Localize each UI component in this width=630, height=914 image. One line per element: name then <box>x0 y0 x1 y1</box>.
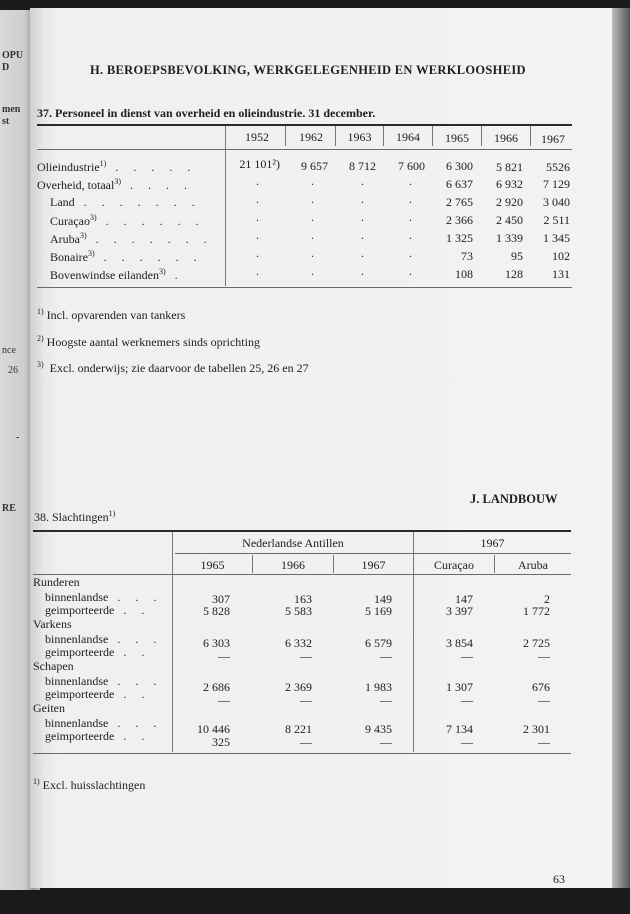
table-cell: 2 366 <box>446 213 473 227</box>
row-label: Bovenwindse eilanden$^{3)}$ . <box>50 267 184 282</box>
table-37-bottom-rule <box>37 287 572 288</box>
empty-cell-dot: . <box>256 228 259 242</box>
empty-cell-dot: . <box>256 174 259 188</box>
table-cell: 128 <box>505 267 523 281</box>
column-header: 1965 <box>200 558 225 572</box>
row-label: geimporteerde . . <box>45 729 151 743</box>
table-cell: 149 <box>374 592 392 606</box>
column-header: 1963 <box>347 130 372 144</box>
page-edge-shadow <box>612 8 630 888</box>
table-cell: 2 765 <box>446 195 473 209</box>
table-cell: 676 <box>532 680 550 694</box>
table-cell: 147 <box>455 592 473 606</box>
section-heading-h: H. BEROEPSBEVOLKING, WERKGELEGENHEID EN WERKLOOSHEID <box>90 63 526 77</box>
table-cell: — <box>300 735 312 749</box>
table-cell: 6 332 <box>285 636 312 650</box>
table-38-top-rule <box>33 530 571 532</box>
table-cell: 1 345 <box>543 231 570 245</box>
table-cell: 5 169 <box>365 604 392 618</box>
margin-fragment: men <box>2 104 21 115</box>
table-cell: 73 <box>461 249 473 263</box>
group-label: Schapen <box>33 659 74 673</box>
table-cell: 6 303 <box>203 636 230 650</box>
empty-cell-dot: . <box>311 192 314 206</box>
table-cell: 6 579 <box>365 636 392 650</box>
column-header: 1967 <box>541 132 565 146</box>
row-label: geimporteerde . . <box>45 603 151 617</box>
empty-cell-dot: . <box>256 210 259 224</box>
column-header: 1952 <box>245 130 269 144</box>
table-38-header-rule <box>33 574 571 575</box>
table-cell: — <box>380 649 392 663</box>
empty-cell-dot: . <box>361 264 364 278</box>
empty-cell-dot: . <box>311 264 314 278</box>
row-label: geimporteerde . . <box>45 645 151 659</box>
margin-fragment: RE <box>2 503 16 514</box>
table-cell: — <box>538 693 550 707</box>
table-cell: 325 <box>212 735 230 749</box>
table-cell: 102 <box>552 249 570 263</box>
column-header: 1962 <box>299 130 323 144</box>
table-cell: 2 686 <box>203 680 230 694</box>
table-cell: 2 511 <box>543 213 570 227</box>
table-cell: 3 854 <box>446 636 473 650</box>
table-cell: 5 828 <box>203 604 230 618</box>
empty-cell-dot: . <box>311 246 314 260</box>
empty-cell-dot: . <box>409 228 412 242</box>
table-37-header-rule <box>37 149 572 150</box>
row-label: Curaçao$^{3)}$ . . . . . . <box>50 213 205 228</box>
row-label: Bonaire$^{3)}$ . . . . . . <box>50 249 203 264</box>
row-label: binnenlandse . . . <box>45 716 163 730</box>
table-cell: — <box>380 735 392 749</box>
table-38-title: 38. Slachtingen$^{1)}$ <box>34 509 116 524</box>
table-cell: 2 725 <box>523 636 550 650</box>
empty-cell-dot: . <box>311 228 314 242</box>
empty-cell-dot: . <box>361 228 364 242</box>
empty-cell-dot: . <box>311 174 314 188</box>
column-header: Aruba <box>518 558 548 572</box>
group-header: Nederlandse Antillen <box>242 536 344 550</box>
table-cell: 1 983 <box>365 680 392 694</box>
margin-fragment: nce <box>2 345 16 356</box>
table-cell: 9 435 <box>365 722 392 736</box>
empty-cell-dot: . <box>409 174 412 188</box>
page-number: 63 <box>553 872 565 886</box>
table-cell: — <box>461 693 473 707</box>
table-cell: — <box>538 649 550 663</box>
row-label: geimporteerde . . <box>45 687 151 701</box>
table-cell: — <box>300 649 312 663</box>
table-cell: 21 101²) <box>239 157 280 171</box>
table-cell: 2 369 <box>285 680 312 694</box>
column-header: 1965 <box>445 131 469 145</box>
row-label: binnenlandse . . . <box>45 632 163 646</box>
table-37-title: 37. Personeel in dienst van overheid en olieindustrie. 31 december. <box>37 106 376 120</box>
table-38-group-rule <box>175 553 571 554</box>
footnote: $^{1)}$ Excl. huisslachtingen <box>33 777 146 792</box>
table-cell: 3 040 <box>543 195 570 209</box>
row-label: binnenlandse . . . <box>45 590 163 604</box>
column-divider <box>285 126 286 146</box>
table-cell: — <box>461 735 473 749</box>
group-label: Runderen <box>33 575 80 589</box>
empty-cell-dot: . <box>361 210 364 224</box>
empty-cell-dot: . <box>361 192 364 206</box>
column-header: 1967 <box>361 558 386 572</box>
table-cell: 3 397 <box>446 604 473 618</box>
margin-fragment: D <box>2 62 10 73</box>
table-38-bottom-rule <box>33 753 571 754</box>
margin-fragment: - <box>16 432 20 443</box>
group-label: Varkens <box>33 617 72 631</box>
table-cell: 9 657 <box>301 159 328 173</box>
row-label: Land . . . . . . . <box>50 195 201 209</box>
table-cell: 5 583 <box>285 604 312 618</box>
table-cell: 7 600 <box>398 159 425 173</box>
empty-cell-dot: . <box>409 192 412 206</box>
column-header: 1964 <box>396 130 420 144</box>
table-cell: 6 932 <box>496 177 523 191</box>
row-label: Olieindustrie$^{1)}$ . . . . . <box>37 159 197 174</box>
empty-cell-dot: . <box>409 264 412 278</box>
empty-cell-dot: . <box>409 210 412 224</box>
table-cell: 307 <box>212 592 230 606</box>
empty-cell-dot: . <box>311 210 314 224</box>
table-cell: — <box>300 693 312 707</box>
table-cell: 10 446 <box>197 722 230 736</box>
table-cell: 1 339 <box>496 231 523 245</box>
empty-cell-dot: . <box>256 246 259 260</box>
empty-cell-dot: . <box>256 192 259 206</box>
table-cell: 8 221 <box>285 722 312 736</box>
table-cell: 1 772 <box>523 604 550 618</box>
table-cell: 163 <box>294 592 312 606</box>
empty-cell-dot: . <box>409 246 412 260</box>
empty-cell-dot: . <box>256 264 259 278</box>
table-cell: 8 712 <box>349 159 376 173</box>
empty-cell-dot: . <box>361 246 364 260</box>
table-cell: — <box>218 649 230 663</box>
table-cell: 2 920 <box>496 195 523 209</box>
section-heading-j: J. LANDBOUW <box>470 492 558 506</box>
table-37-top-rule <box>37 124 572 126</box>
table-cell: 5526 <box>546 160 570 174</box>
table-cell: 108 <box>455 267 473 281</box>
table-cell: 95 <box>511 249 523 263</box>
empty-cell-dot: . <box>361 174 364 188</box>
table-cell: 6 300 <box>446 159 473 173</box>
row-label: Overheid, totaal$^{3)}$ . . . . <box>37 177 193 192</box>
table-cell: 2 450 <box>496 213 523 227</box>
table-cell: — <box>461 649 473 663</box>
table-cell: 131 <box>552 267 570 281</box>
margin-fragment: 26 <box>8 365 18 376</box>
footnote: $^{1)}$ Incl. opvarenden van tankers <box>37 307 186 322</box>
column-header: 1966 <box>281 558 305 572</box>
table-cell: — <box>218 693 230 707</box>
table-cell: 5 821 <box>496 160 523 174</box>
table-cell: 7 134 <box>446 722 473 736</box>
table-cell: — <box>380 693 392 707</box>
column-header: 1966 <box>494 131 518 145</box>
table-cell: — <box>538 735 550 749</box>
margin-fragment: st <box>2 116 10 127</box>
group-header: 1967 <box>480 536 505 550</box>
row-label: Aruba$^{3)}$ . . . . . . . <box>50 231 213 246</box>
table-cell: 1 307 <box>446 680 473 694</box>
table-cell: 6 637 <box>446 177 473 191</box>
row-label: binnenlandse . . . <box>45 674 163 688</box>
margin-fragment: OPU <box>2 50 24 61</box>
footnote: $^{3)}$ Excl. onderwijs; zie daarvoor de tabellen 25, 26 en 27 <box>37 360 309 375</box>
table-cell: 2 301 <box>523 722 550 736</box>
column-header: Curaçao <box>434 558 474 572</box>
table-cell: 7 129 <box>543 177 570 191</box>
table-cell: 2 <box>544 592 550 606</box>
footnote: $^{2)}$ Hoogste aantal werknemers sinds oprichting <box>37 334 260 349</box>
table-cell: 1 325 <box>446 231 473 245</box>
group-label: Geiten <box>33 701 65 715</box>
column-divider <box>225 126 226 286</box>
